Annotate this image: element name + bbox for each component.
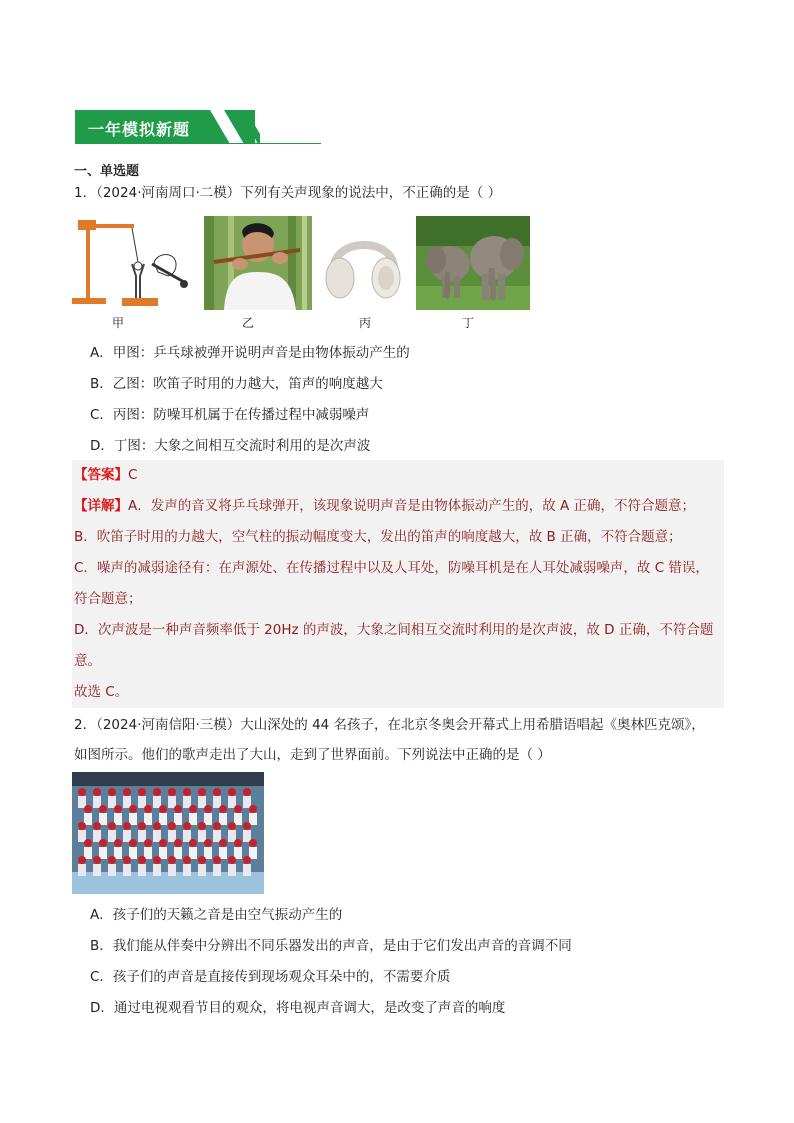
q1-option-b: B．乙图：吹笛子时用的力越大，笛声的响度越大: [90, 376, 383, 392]
q1-caption-d: 丁: [461, 316, 474, 330]
q1-detail-line-4: 符合题意；: [74, 591, 142, 607]
q2-stem-line-2: 如图所示。他们的歌声走出了大山，走到了世界面前。下列说法中正确的是（ ）: [74, 747, 551, 763]
q2-figure-choir: [72, 772, 264, 894]
q2-option-b: B．我们能从伴奏中分辨出不同乐器发出的声音，是由于它们发出声音的音调不同: [90, 938, 572, 954]
q1-figure-flute-player: [204, 216, 312, 310]
section-heading: 一、单选题: [74, 164, 140, 179]
q1-option-d: D．丁图：大象之间相互交流时利用的是次声波: [90, 438, 371, 454]
q2-option-c: C．孩子们的声音是直接传到现场观众耳朵中的，不需要介质: [90, 969, 451, 985]
q1-stem: 1．（2024·河南周口·二模）下列有关声现象的说法中，不正确的是（ ）: [74, 185, 502, 201]
banner-stripes: [210, 110, 260, 144]
answer-value: C: [128, 467, 138, 483]
q1-caption-b: 乙: [241, 316, 254, 330]
q1-detail-line-3: C．噪声的减弱途径有：在声源处、在传播过程中以及人耳处，防噪耳机是在人耳处减弱噪声，故 C 错误，: [74, 560, 709, 576]
answer-tag: 【答案】: [74, 467, 128, 483]
banner-title: 一年模拟新题: [88, 120, 191, 139]
q2-stem-line-1: 2．（2024·河南信阳·三模）大山深处的 44 名孩子，在北京冬奥会开幕式上用希腊语唱起《奥林匹克颂》，: [74, 717, 705, 733]
q1-detail-line-6: 意。: [74, 653, 101, 669]
q2-option-a: A．孩子们的天籁之音是由空气振动产生的: [90, 907, 343, 923]
q1-caption-c: 丙: [358, 316, 371, 330]
q1-answer: [74, 465, 722, 485]
q1-detail-line-1: [74, 496, 722, 516]
q1-figure-elephants: [416, 216, 530, 310]
detail-tag: 【详解】: [74, 498, 128, 514]
q1-figure-headphones: [320, 216, 408, 310]
detail-text: A．发声的音叉将乒乓球弹开，该现象说明声音是由物体振动产生的，故 A 正确，不符合题意；: [128, 498, 696, 514]
q1-caption-a: 甲: [111, 316, 124, 330]
q1-option-a: A．甲图：乒乓球被弹开说明声音是由物体振动产生的: [90, 345, 410, 361]
banner-underline: [75, 143, 321, 144]
q1-detail-line-2: B．吹笛子时用的力越大，空气柱的振动幅度变大，发出的笛声的响度越大，故 B 正确，不符合题意；: [74, 529, 682, 545]
q2-option-d: D．通过电视观看节目的观众，将电视声音调大，是改变了声音的响度: [90, 1000, 506, 1016]
q1-option-c: C．丙图：防噪耳机属于在传播过程中减弱噪声: [90, 407, 370, 423]
q1-detail-line-5: D．次声波是一种声音频率低于 20Hz 的声波，大象之间相互交流时利用的是次声波，故 D 正确，不符合题: [74, 622, 714, 638]
q1-figure-tuning-fork: [72, 216, 196, 310]
q1-detail-line-7: 故选 C。: [74, 684, 129, 700]
